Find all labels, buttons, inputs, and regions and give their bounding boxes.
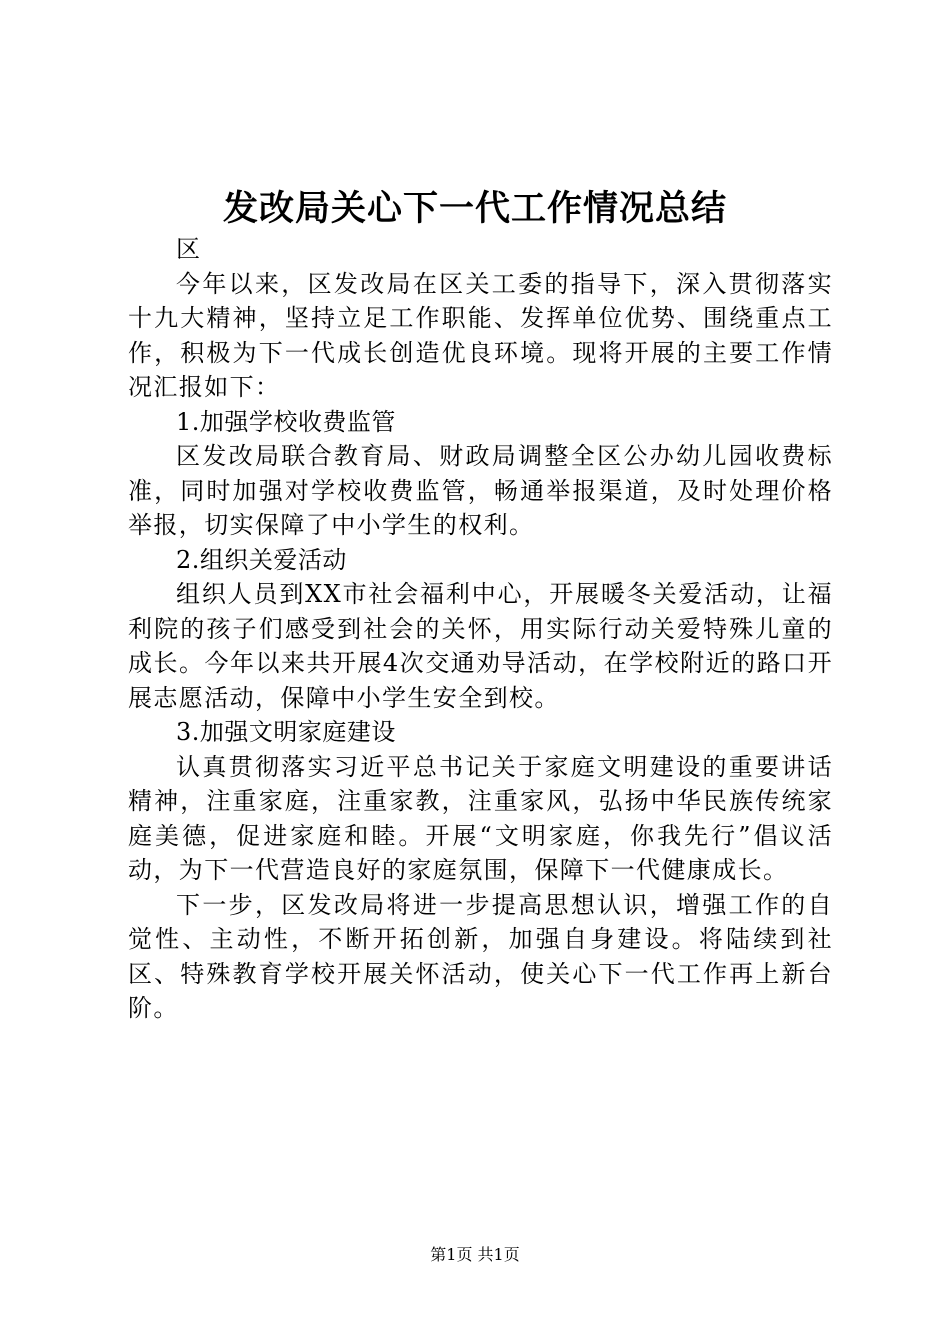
document-title: 发改局关心下一代工作情况总结 [222, 188, 727, 229]
page-footer: 第1页 共1页 [430, 1245, 520, 1264]
section-heading-2: 2.组织关爱活动 [176, 545, 347, 574]
paragraph-overview: 今年以来，区发改局在区关工委的指导下，深入贯彻落实十九大精神，坚持立足工作职能、发挥单位优势、围绕重点工作，积极为下一代成长创造优良环境。现将开展的主要工作情况汇报如下： [128, 269, 833, 401]
section-heading-3: 3.加强文明家庭建设 [176, 718, 396, 746]
section-heading-1: 1.加强学校收费监管 [176, 407, 396, 436]
paragraph-section-2: 组织人员到XX市社会福利中心，开展暖冬关爱活动，让福利院的孩子们感受到社会的关怀，用实际行动关爱特殊儿童的成长。今年以来共开展4次交通劝导活动，在学校附近的路口开展志愿活动，保障中小学生安全到校。 [128, 580, 833, 712]
paragraph-section-3: 认真贯彻落实习近平总书记关于家庭文明建设的重要讲话精神，注重家庭，注重家教，注重家风，弘扬中华民族传统家庭美德，促进家庭和睦。开展“文明家庭，你我先行”倡议活动，为下一代营造良好的家庭氛围，保障下一代健康成长。 [128, 752, 833, 884]
document-body [128, 232, 833, 1026]
paragraph-next-steps: 下一步，区发改局将进一步提高思想认识，增强工作的自觉性、主动性，不断开拓创新，加强自身建设。将陆续到社区、特殊教育学校开展关怀活动，使关心下一代工作再上新台阶。 [128, 890, 833, 1022]
paragraph-intro-fragment: 区 [176, 235, 202, 263]
paragraph-section-1: 区发改局联合教育局、财政局调整全区公办幼儿园收费标准，同时加强对学校收费监管，畅通举报渠道，及时处理价格举报，切实保障了中小学生的权利。 [128, 442, 833, 539]
